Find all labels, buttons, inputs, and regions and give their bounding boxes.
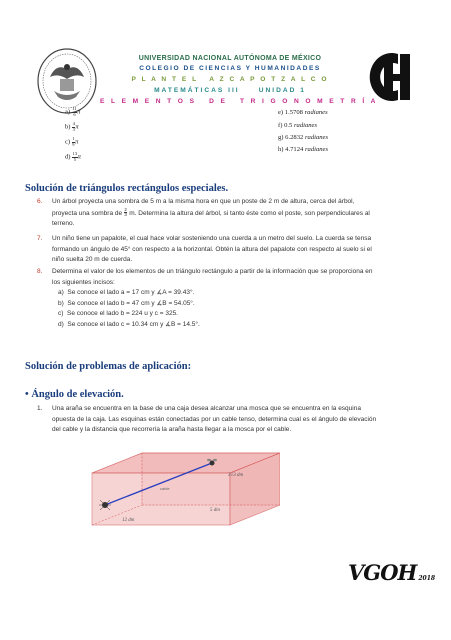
fraction: $\frac{1}{9}$ [72,136,75,147]
answer-item: e) 1.5708 radianes [278,109,328,116]
bullet-icon: • [25,389,29,400]
problem-1: 1. Una araña se encuentra en la base de una caja desea alcanzar una mosca que se encuentra en la esquina opuesta de la caja. Las esquinas están conectadas por un cable tenso, determina cual es el ángulo de elevación del cable y la distancia que recorrería la araña hasta llegar a la mosca por el cable. [37,405,377,433]
college-name: COLEGIO DE CIENCIAS Y HUMANIDADES [139,65,321,72]
answer-item: a) $\frac{11}{6}$ π [65,106,81,117]
problem-7: 7. Un niño tiene un papalote, el cual hace volar sosteniendo una cuerda a un metro del suelo. La cuerda se tensa formando un ángulo de 45° con respecto a la horizontal. Obtén la altura del papalote con respecto al suelo si el niño suelta 20 m de cuerda. [37,235,372,263]
author-signature: VGOH 2018 [348,560,436,585]
answer-item: g) 6.2832 radianes [278,134,329,141]
width-label: 12 dm [122,518,135,523]
answer-item: c) $\frac{1}{9}$ π [65,136,79,147]
box-front-face [92,473,230,525]
answer-item: d) $\frac{13}{5}$ π [65,151,81,162]
answer-item: h) 4.7124 radianes [278,146,329,153]
unam-seal [36,47,98,115]
list-item: d) Se conoce el lado c = 10.34 cm y ∡B = 14.5°. [58,320,200,328]
university-name: UNIVERSIDAD NACIONAL AUTÓNOMA DE MÉXICO [138,55,322,62]
answer-item: f) 0.5 radianes [278,122,318,129]
section-title: Solución de triángulos rectángulos especiales. [25,183,229,194]
campus-name: P L A N T E L A Z C A P O T Z A L C O [131,76,329,83]
cable-label: cable [160,486,170,491]
answer-item: b) $\frac{4}{3}$ π [65,121,79,132]
problem-8: 8. Determina el valor de los elementos de un triángulo rectángulo a partir de la información que se proporciona en los siguientes incisos: a) Se conoce el lado a = 17 cm y ∡A = 39.43°. b) Se conoce el lado b = 47 cm y ∡B = 54.05°. c) Se conoce el lado b = 224 u y c = 325. d) Se conoce el lado c = 10.34 cm y ∡B = 14.5°. [38,267,430,330]
topic-title: E L E M E N T O S D E T R I G O N O M E T R Í A [100,98,378,105]
list-item: b) Se conoce el lado b = 47 cm y ∡B = 54.05°. [58,299,195,307]
subsection-title: • Ángulo de elevación. [25,389,124,400]
list-item: c) Se conoce el lado b = 224 u y c = 325. [58,310,178,317]
fraction: $\frac{11}{6}$ [72,106,77,117]
problem-6: 6. Un árbol proyecta una sombra de 5 m a la misma hora en que un poste de 2 m de altura, cerca del árbol, proyecta una sombra de $\frac{2}{3}$ m. Determina la altura del árbol, si tanto éste como el poste, son perpendiculares al terreno. [37,198,370,227]
depth-label: 5 dm [210,508,220,513]
course-unit: MATEMÁTICAS III UNIDAD 1 [154,87,306,94]
box-figure [80,445,280,535]
fraction: $\frac{2}{3}$ [124,206,127,218]
list-item: a) Se conoce el lado a = 17 cm y ∡A = 39.43°. [58,289,195,296]
section-title: Solución de problemas de aplicación: [25,361,192,372]
fraction: $\frac{4}{3}$ [72,121,75,132]
height-label: 3√3 dm [228,473,244,478]
fraction: $\frac{13}{5}$ [72,151,78,162]
cch-logo [360,48,420,106]
